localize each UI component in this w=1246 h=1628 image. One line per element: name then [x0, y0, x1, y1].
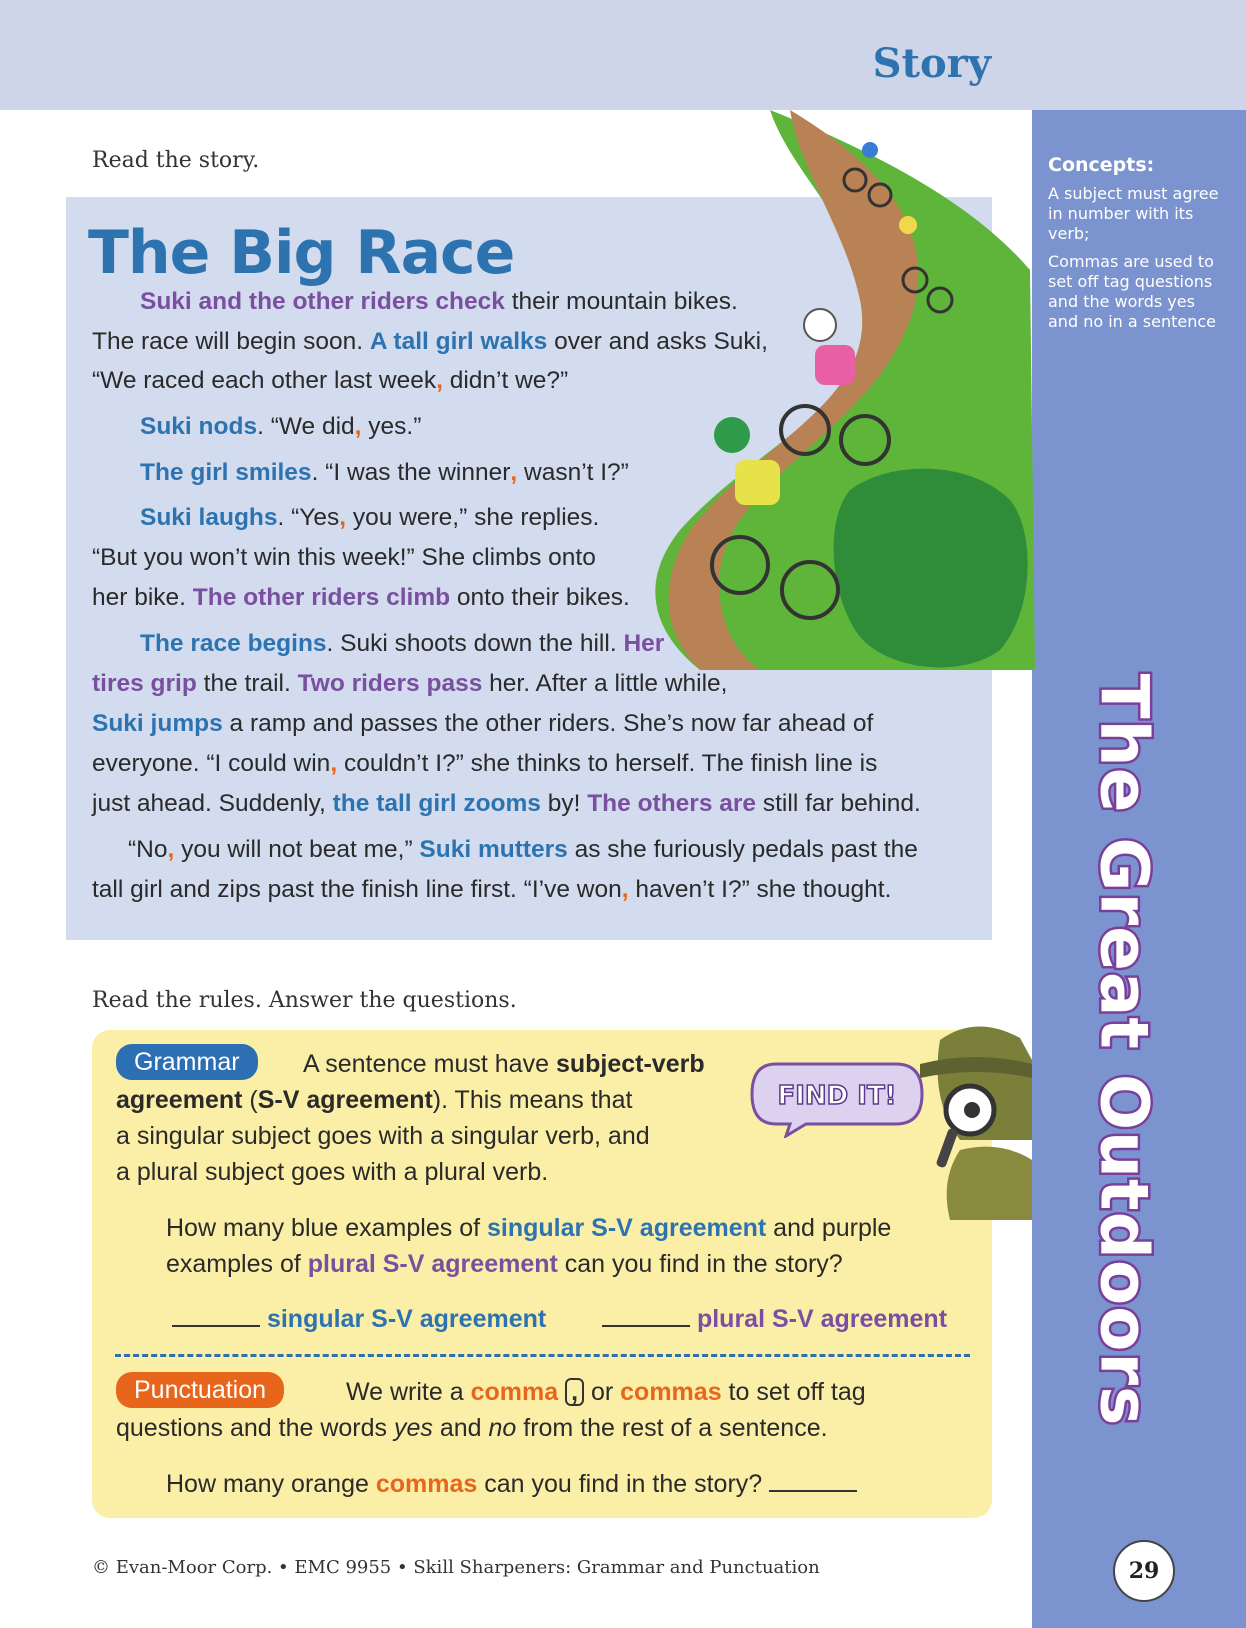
rules-divider — [115, 1354, 970, 1357]
singular-sv-example: Suki mutters — [419, 836, 568, 863]
story-line — [92, 367, 568, 395]
story-text-segment: “We raced each other last week — [92, 367, 437, 394]
footer-copyright: © Evan-Moor Corp. • EMC 9955 • Skill Sharpeners: Grammar and Punctuation — [92, 1557, 820, 1578]
grammar-rule-line — [116, 1086, 632, 1115]
orange-comma: , — [330, 750, 338, 777]
singular-answer-row — [172, 1305, 546, 1334]
sidebar-top — [1032, 0, 1246, 110]
story-text-segment: as she furiously pedals past the — [567, 836, 918, 863]
plural-answer-blank[interactable] — [602, 1305, 690, 1327]
comma-answer-blank[interactable] — [769, 1470, 857, 1492]
commas-word: commas — [620, 1378, 722, 1406]
story-line — [140, 288, 738, 316]
story-text-segment: didn’t we?” — [442, 367, 569, 394]
story-text-segment: couldn’t I?” she thinks to herself. The finish line is — [337, 750, 878, 777]
page-number: 29 — [1113, 1540, 1175, 1602]
grammar-question-segment: How many blue examples of — [166, 1214, 487, 1242]
punct-text: We write a — [346, 1378, 471, 1406]
story-text-segment: wasn’t I?” — [517, 459, 629, 486]
orange-comma: , — [621, 876, 629, 903]
word-no: no — [488, 1414, 517, 1442]
story-text-segment: . “Yes — [277, 504, 340, 531]
story-text-segment: you will not beat me,” — [174, 836, 420, 863]
story-text-segment: haven’t I?” she thought. — [628, 876, 892, 903]
story-text-segment: a ramp and passes the other riders. She’s now far ahead of — [222, 710, 874, 737]
punct-text: from the rest of a sentence. — [516, 1414, 828, 1442]
story-text-segment: the trail. — [196, 670, 298, 697]
story-text-segment: just ahead. Suddenly, — [92, 790, 333, 817]
story-title: The Big Race — [88, 218, 515, 288]
grammar-question-segment: singular S-V agreement — [486, 1214, 767, 1242]
story-line — [92, 670, 727, 698]
punct-text: and — [432, 1414, 489, 1442]
grammar-rule-segment: agreement — [116, 1086, 243, 1114]
plural-answer-row — [602, 1305, 947, 1334]
singular-sv-example: A tall girl walks — [369, 328, 548, 355]
punctuation-rule-line2 — [116, 1414, 828, 1443]
plural-sv-example: Two riders pass — [297, 670, 483, 697]
story-text-segment: tall girl and zips past the finish line first. “I’ve won — [92, 876, 622, 903]
plural-sv-example: Suki and the other riders check — [140, 288, 505, 315]
story-line — [92, 328, 768, 356]
punct-text: How many orange — [166, 1470, 376, 1498]
story-text-segment: her bike. — [92, 584, 193, 611]
story-line — [92, 876, 891, 904]
story-text-segment: her. After a little while, — [482, 670, 728, 697]
orange-comma: , — [339, 504, 347, 531]
unit-title: The Great Outdoors — [1085, 673, 1163, 1427]
singular-sv-example: The girl smiles — [140, 459, 312, 486]
comma-word: comma — [470, 1378, 559, 1406]
punct-text: can you find in the story? — [477, 1470, 763, 1498]
orange-comma: , — [354, 413, 362, 440]
grammar-rule-segment: subject-verb — [555, 1050, 705, 1078]
plural-answer-label: plural S-V agreement — [696, 1305, 948, 1333]
orange-comma: , — [510, 459, 518, 486]
singular-sv-example: Suki nods — [140, 413, 258, 440]
punct-text: questions and the words — [116, 1414, 394, 1442]
singular-answer-label: singular S-V agreement — [266, 1305, 547, 1333]
find-it-bubble — [746, 1058, 928, 1138]
grammar-rule-line — [116, 1122, 650, 1151]
plural-sv-example: The others are — [587, 790, 757, 817]
story-line — [92, 584, 630, 612]
plural-sv-example: Her — [623, 630, 665, 657]
story-line — [92, 750, 877, 778]
story-text-segment: . “I was the winner — [311, 459, 511, 486]
story-text-segment: you were,” she replies. — [346, 504, 600, 531]
punctuation-question — [166, 1470, 857, 1499]
word-yes: yes — [393, 1414, 433, 1442]
punctuation-rule-line1 — [346, 1378, 866, 1407]
story-text-segment: onto their bikes. — [450, 584, 630, 611]
concepts-title: Concepts: — [1048, 154, 1155, 176]
grammar-rule-segment: a plural subject goes with a plural verb. — [116, 1158, 549, 1186]
grammar-question-segment: can you find in the story? — [557, 1250, 843, 1278]
grammar-question-segment: examples of — [166, 1250, 308, 1278]
plural-sv-example: The other riders climb — [192, 584, 451, 611]
concept-item: Commas are used to set off tag questions and the words yes and no in a sentence — [1048, 252, 1216, 331]
grammar-rule-segment: A sentence must have — [303, 1050, 556, 1078]
grammar-rule-segment: ( — [242, 1086, 258, 1114]
story-line — [92, 790, 921, 818]
story-line — [140, 413, 421, 441]
grammar-rule-segment: a singular subject goes with a singular verb, and — [116, 1122, 650, 1150]
orange-comma: , — [436, 367, 443, 394]
section-label: Story — [872, 40, 991, 87]
grammar-question-line — [166, 1214, 891, 1243]
grammar-question-line — [166, 1250, 843, 1279]
story-text-segment: yes.” — [361, 413, 422, 440]
story-text-segment: everyone. “I could win — [92, 750, 331, 777]
grammar-question-segment: plural S-V agreement — [307, 1250, 558, 1278]
singular-sv-example: the tall girl zooms — [332, 790, 541, 817]
bike-trail-illustration — [640, 110, 1035, 670]
punct-text: to set off tag — [721, 1378, 866, 1406]
concepts-panel — [1048, 154, 1228, 340]
concept-item: A subject must agree in number with its verb; — [1048, 184, 1219, 243]
story-line — [128, 836, 918, 864]
story-line — [140, 459, 629, 487]
story-instruction: Read the story. — [92, 148, 260, 173]
story-text-segment: “But you won’t win this week!” She climbs onto — [92, 544, 596, 571]
story-text-segment: still far behind. — [756, 790, 921, 817]
story-text-segment: . Suki shoots down the hill. — [326, 630, 624, 657]
story-text-segment: their mountain bikes. — [504, 288, 738, 315]
punct-text: or — [584, 1378, 621, 1406]
commas-word: commas — [375, 1470, 478, 1498]
grammar-rule-line — [303, 1050, 705, 1079]
grammar-rule-segment: S-V agreement — [257, 1086, 433, 1114]
detective-mascot — [920, 1020, 1032, 1220]
find-it-text: FIND IT! — [777, 1081, 897, 1111]
grammar-label: Grammar — [116, 1044, 258, 1080]
singular-answer-blank[interactable] — [172, 1305, 260, 1327]
plural-sv-example: tires grip — [92, 670, 197, 697]
story-text-segment: “No — [128, 836, 168, 863]
orange-comma: , — [167, 836, 175, 863]
grammar-rule-line — [116, 1158, 548, 1187]
story-line — [92, 544, 596, 572]
rules-instruction: Read the rules. Answer the questions. — [92, 988, 517, 1013]
story-line — [140, 630, 664, 658]
singular-sv-example: The race begins — [140, 630, 327, 657]
story-line — [92, 710, 873, 738]
story-text-segment: . “We did — [257, 413, 355, 440]
story-text-segment: The race will begin soon. — [92, 328, 370, 355]
grammar-rule-segment: ). This means that — [432, 1086, 633, 1114]
story-text-segment: by! — [540, 790, 588, 817]
singular-sv-example: Suki jumps — [92, 710, 223, 737]
grammar-question-segment: and purple — [766, 1214, 892, 1242]
story-text-segment: over and asks Suki, — [547, 328, 768, 355]
singular-sv-example: Suki laughs — [140, 504, 278, 531]
punctuation-label: Punctuation — [116, 1372, 284, 1408]
story-line — [140, 504, 599, 532]
comma-symbol-box: , — [565, 1378, 584, 1406]
